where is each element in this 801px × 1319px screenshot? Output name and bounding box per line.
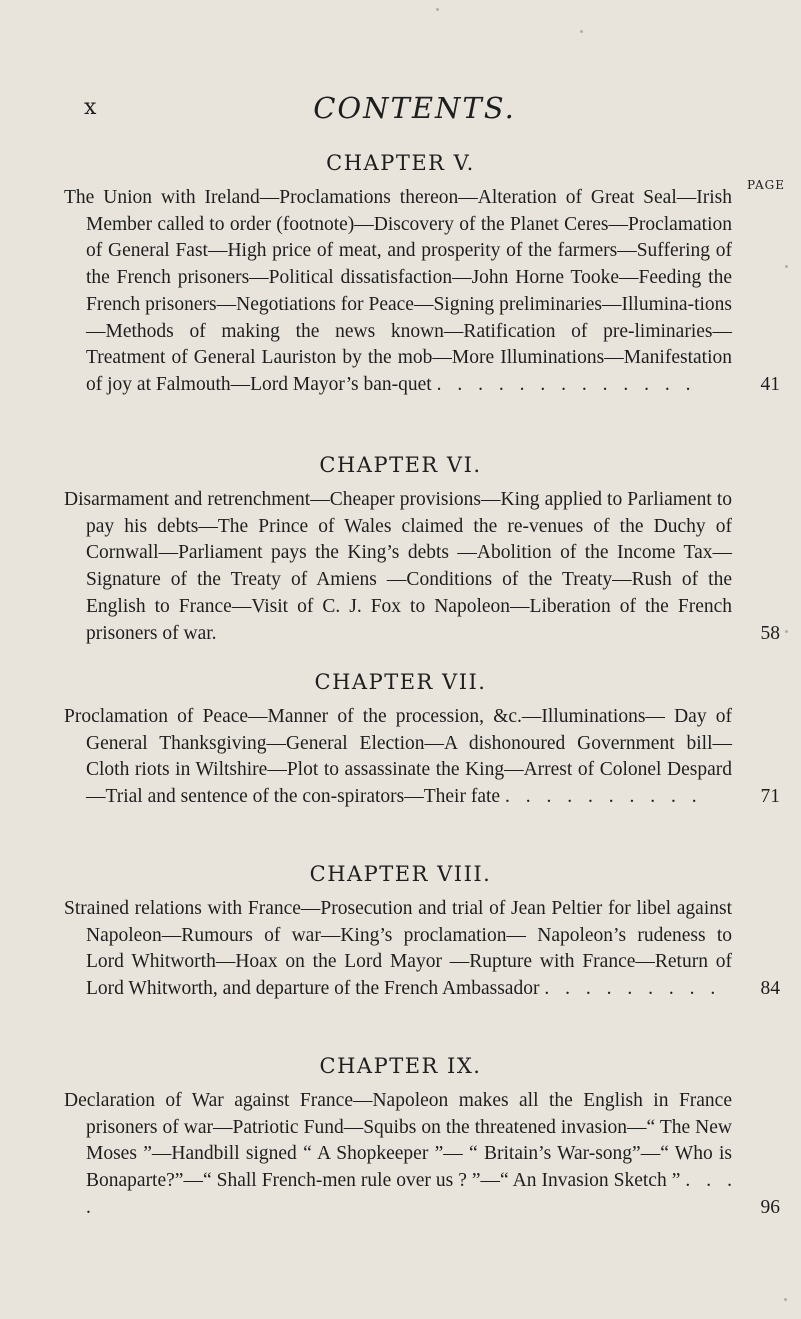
chapter-summary-text: Proclamation of Peace—Manner of the procession, &c.—Illuminations— Day of General Thanksgiving—General Election—A dishonoured Government bill—Cloth riots in Wiltshire—Plot to assassinate the King—Arrest of Colonel Despard—Trial and sentence of the con-spirators—Their fate bbox=[64, 706, 732, 808]
chapter-summary bbox=[64, 185, 780, 399]
chapter-title: CHAPTER VII. bbox=[314, 670, 487, 694]
leader-dots: . . . . bbox=[86, 1170, 733, 1218]
chapter-page-number: 96 bbox=[760, 1196, 780, 1218]
chapter-summary-text: Declaration of War against France—Napoleon makes all the English in France prisoners of war—Patriotic Fund—Squibs on the threatened invasion—“ The New Moses ”—Handbill signed “ A Shopkeeper ”— “ Britain’s War-song”—“ Who is Bonaparte?”—“ Shall French-men rule over us ? ”—“ An Invasion Sketch ” bbox=[64, 1090, 732, 1192]
leader-dots: . . . . . . . . . . bbox=[504, 786, 697, 808]
page-number: x bbox=[84, 95, 98, 120]
chapter-summary-text: Strained relations with France—Prosecution and trial of Jean Peltier for libel against Napoleon—Rumours of war—King’s proclamation— Napoleon’s rudeness to Lord Whitworth—Hoax on the Lord Mayor —Rupture with France—Return of Lord Whitworth, and departure of the French Ambassador bbox=[64, 898, 732, 1000]
page-column-label: PAGE bbox=[747, 178, 785, 192]
paper-speck bbox=[580, 30, 583, 33]
running-title: CONTENTS. bbox=[313, 91, 516, 125]
chapter-summary bbox=[64, 487, 780, 647]
paper-speck bbox=[785, 630, 788, 633]
chapter-page-number: 71 bbox=[760, 786, 780, 808]
chapter-v bbox=[0, 150, 801, 399]
chapter-title: CHAPTER IX. bbox=[319, 1054, 482, 1078]
chapter-viii bbox=[0, 861, 801, 1003]
leader-dots: . . . . . . . . . . . . . bbox=[436, 373, 691, 395]
chapter-vii bbox=[0, 669, 801, 811]
chapter-page-number: 41 bbox=[760, 373, 780, 395]
chapter-ix bbox=[0, 1053, 801, 1222]
leader-dots: . . . . . . . . . bbox=[544, 978, 716, 1000]
chapter-title: CHAPTER V. bbox=[326, 151, 475, 175]
page-header bbox=[0, 91, 801, 135]
chapter-page-number: 58 bbox=[760, 622, 780, 644]
chapter-summary bbox=[64, 704, 780, 811]
chapter-summary bbox=[64, 896, 780, 1003]
chapter-page-number: 84 bbox=[760, 978, 780, 1000]
paper-speck bbox=[785, 265, 788, 268]
chapter-title: CHAPTER VI. bbox=[319, 453, 482, 477]
paper-speck bbox=[436, 8, 439, 11]
chapter-summary bbox=[64, 1088, 780, 1222]
chapter-summary-text: Disarmament and retrenchment—Cheaper provisions—King applied to Parliament to pay his debts—The Prince of Wales claimed the re-venues of the Duchy of Cornwall—Parliament pays the King’s debts —Abolition of the Income Tax—Signature of the Treaty of Amiens —Conditions of the Treaty—Rush of the English to France—Visit of C. J. Fox to Napoleon—Liberation of the French prisoners of war. bbox=[64, 489, 732, 644]
paper-speck bbox=[784, 1298, 787, 1301]
chapter-summary-text: The Union with Ireland—Proclamations thereon—Alteration of Great Seal—Irish Member called to order (footnote)—Discovery of the Planet Ceres—Proclamation of General Fast—High price of meat, and prosperity of the farmers—Suffering of the French prisoners—Political dissatisfaction—John Horne Tooke—Feeding the French prisoners—Negotiations for Peace—Signing preliminaries—Illumina-tions—Methods of making the news known—Ratification of pre-liminaries—Treatment of General Lauriston by the mob—More Illuminations—Manifestation of joy at Falmouth—Lord Mayor’s ban-quet bbox=[64, 187, 732, 395]
chapter-vi bbox=[0, 452, 801, 647]
chapter-title: CHAPTER VIII. bbox=[309, 862, 492, 886]
